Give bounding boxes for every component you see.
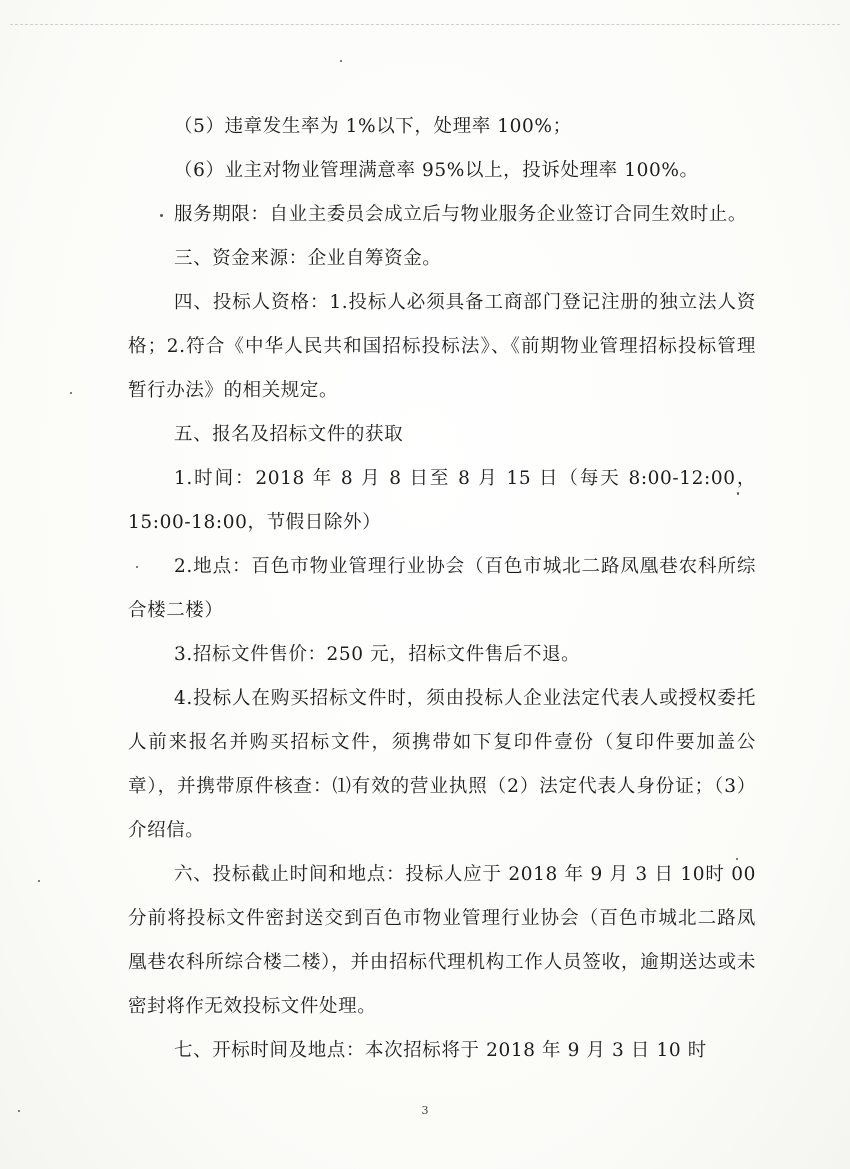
paragraph-registration-location: 2.地点：百色市物业管理行业协会（百色市城北二路凤凰巷农科所综合楼二楼） bbox=[128, 556, 756, 621]
paragraph-fund-source: 三、资金来源：企业自筹资金。 bbox=[174, 248, 442, 269]
section-heading-registration: 五、报名及招标文件的获取 bbox=[174, 424, 404, 445]
paragraph-service-period: 服务期限：自业主委员会成立后与物业服务企业签订合同生效时止。 bbox=[174, 204, 748, 225]
paragraph-document-price: 3.招标文件售价：250 元，招标文件售后不退。 bbox=[174, 644, 581, 665]
paragraph-bidder-qualification: 四、投标人资格：1.投标人必须具备工商部门登记注册的独立法人资格；2.符合《中华人民共和国招标投标法》、《前期物业管理招标投标管理暂行办法》的相关规定。 bbox=[128, 292, 756, 401]
paragraph-bid-deadline: 六、投标截止时间和地点：投标人应于 2018 年 9 月 3 日 10时 00 分前将投标文件密封送交到百色市物业管理行业协会（百色市城北二路凤凰巷农科所综合楼二楼），并由招标代理机构工作人员签收，逾期送达或未密封将作无效投标文件处理。 bbox=[128, 864, 756, 1017]
body-text bbox=[128, 105, 756, 1073]
paragraph-bid-opening: 七、开标时间及地点：本次招标将于 2018 年 9 月 3 日 10 时 bbox=[174, 1040, 707, 1061]
scan-speck bbox=[136, 566, 138, 568]
scan-speck bbox=[70, 392, 72, 394]
page-number: 3 bbox=[421, 1104, 429, 1117]
paragraph-item-5: （5）违章发生率为 1%以下，处理率 100%； bbox=[174, 116, 572, 137]
scan-speck bbox=[340, 60, 342, 62]
scan-speck bbox=[736, 858, 738, 860]
scan-speck bbox=[737, 492, 739, 495]
scan-edge-line bbox=[10, 24, 840, 25]
scan-speck bbox=[38, 880, 40, 882]
paragraph-purchase-requirements: 4.投标人在购买招标文件时，须由投标人企业法定代表人或授权委托人前来报名并购买招标文件，须携带如下复印件壹份（复印件要加盖公章），并携带原件核查：⑴有效的营业执照（2）法定代表人身份证；（3）介绍信。 bbox=[128, 688, 756, 841]
scan-speck bbox=[160, 214, 163, 217]
paragraph-registration-time: 1.时间：2018 年 8 月 8 日至 8 月 15 日（每天 8:00-12:00，15:00-18:00，节假日除外） bbox=[128, 468, 756, 533]
scan-speck bbox=[18, 1110, 20, 1112]
paragraph-item-6: （6）业主对物业管理满意率 95%以上，投诉处理率 100%。 bbox=[174, 160, 699, 181]
